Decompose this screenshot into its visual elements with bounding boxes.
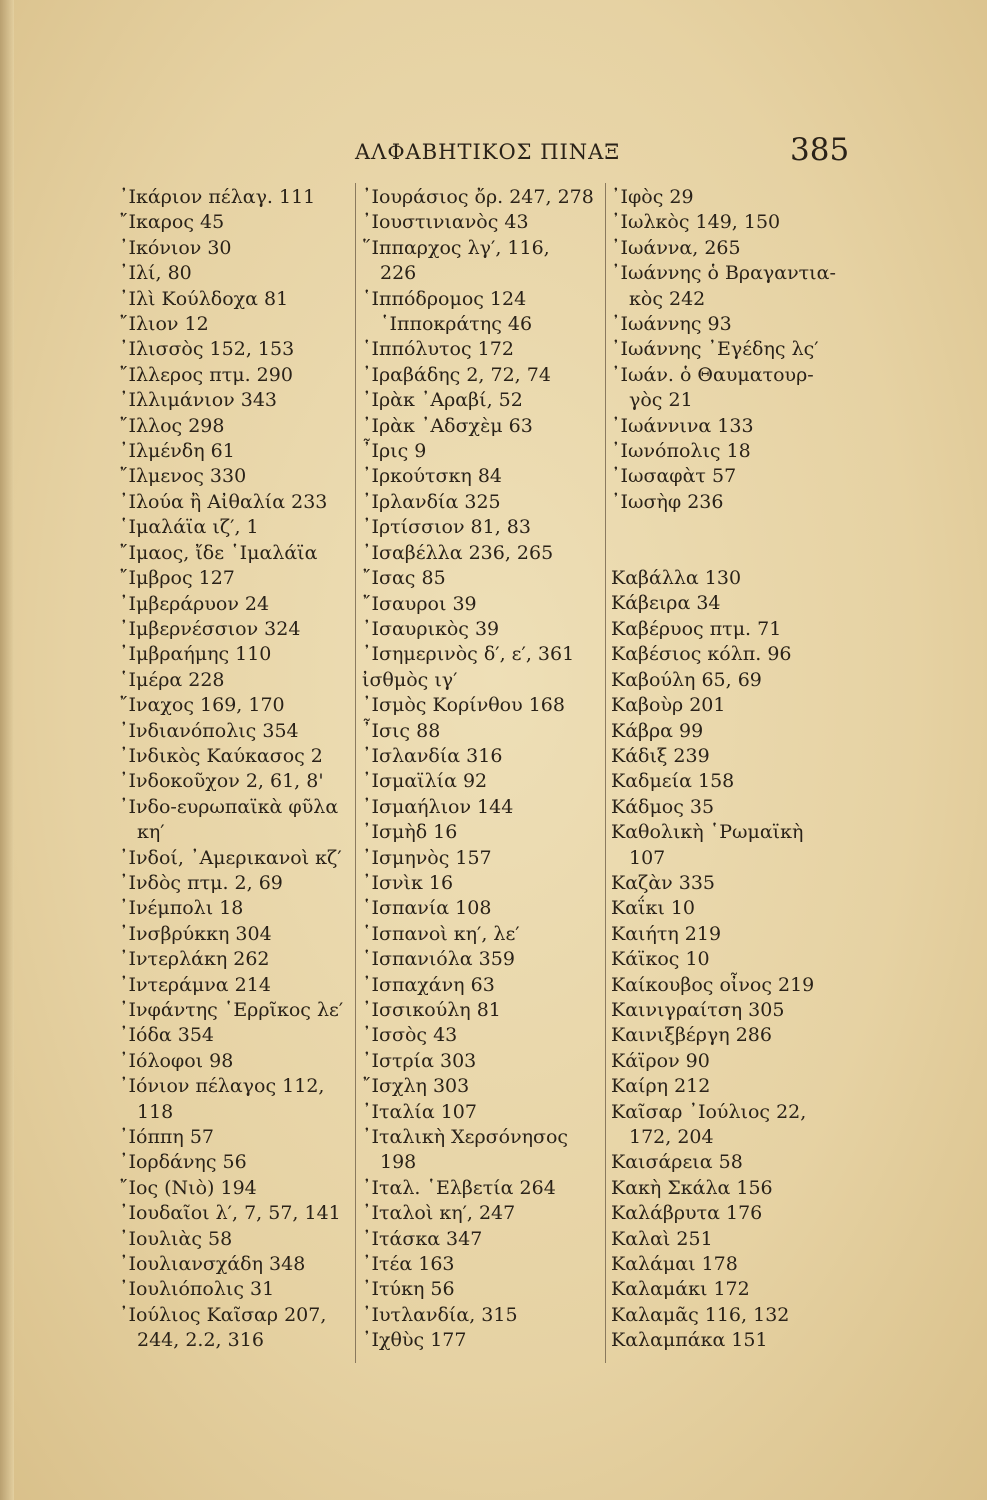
index-entry: ᾿Ιρὰκ ᾿Αραβί, 52: [362, 389, 523, 412]
index-entry: ᾿Ιωάννης 93: [611, 313, 732, 336]
index-entry: ᾿Ισμηνὸς 157: [362, 846, 492, 869]
index-entry: ᾿Ισημερινὸς δ′, ε′, 361: [362, 643, 575, 666]
index-entry: ῏Ισις 88: [362, 719, 441, 742]
section-gap: [611, 515, 843, 566]
index-entry: 244, 2.2, 316: [137, 1329, 264, 1352]
index-entry: ᾿Ινδιανόπολις 354: [119, 719, 299, 742]
index-entry: ῾Ιππόλυτος 172: [362, 338, 514, 361]
index-entry: ῾Ιππόδρομος 124: [362, 287, 527, 310]
index-entry: Κάϊκος 10: [611, 948, 710, 971]
index-entry: ᾿Ιωάν. ὁ Θαυματουρ-: [611, 363, 814, 386]
index-entry: Καβάλλα 130: [611, 567, 742, 590]
index-entry: ᾿Ικάριον πέλαγ. 111: [119, 186, 316, 208]
index-entry: Καίρη 212: [611, 1075, 711, 1098]
index-entry: ᾿Ιμβερνέσσιον 324: [119, 617, 301, 640]
index-entry: Καλαμᾶς 116, 132: [611, 1303, 790, 1326]
column-divider: [605, 183, 606, 1363]
index-entry: ᾿Ιουδαῖοι λ′, 7, 57, 141: [119, 1202, 341, 1225]
index-entry: ᾿Ισπαχάνη 63: [362, 973, 495, 996]
index-entry: Καλαὶ 251: [611, 1227, 713, 1250]
index-entry: ῾Ιμέρα 228: [119, 668, 225, 691]
index-entry: ᾿Ιωσαφὰτ 57: [611, 465, 737, 488]
index-entry: ᾿Ιωλκὸς 149, 150: [611, 211, 781, 234]
index-entry: ῎Ιμαος, ἴδε ῾Ιμαλάϊα: [119, 541, 318, 564]
index-entry: Καισάρεια 58: [611, 1151, 743, 1174]
index-entry: ῎Ιμβρος 127: [119, 567, 235, 590]
index-entry: Καλάμαι 178: [611, 1253, 738, 1276]
index-entry: ᾿Ιωνόπολις 18: [611, 440, 751, 463]
index-entry: γὸς 21: [629, 389, 693, 412]
index-entry: ᾿Ιστρία 303: [362, 1049, 477, 1072]
index-entry: ᾿Ιούλιος Καῖσαρ 207,: [119, 1303, 327, 1326]
index-entry: ᾿Ιρὰκ ᾿Αδσχὲμ 63: [362, 414, 533, 437]
page-spine-shadow: [0, 0, 14, 1500]
index-entry: ᾿Ινδὸς πτμ. 2, 69: [119, 871, 283, 894]
index-entry: ῎Ιλλος 298: [119, 414, 225, 437]
index-entry: ῎Ισχλη 303: [362, 1075, 470, 1098]
index-entry: ᾿Ισμαϊλία 92: [362, 770, 488, 793]
index-entry: Καβέσιος κόλπ. 96: [611, 643, 792, 666]
index-entry: ῎Ιλιον 12: [119, 313, 209, 336]
page-number: 385: [790, 132, 850, 168]
index-entry: ᾿Ινδο-ευρωπαϊκὰ φῦλα: [119, 795, 339, 818]
index-entry: ῎Ιναχος 169, 170: [119, 694, 285, 717]
index-column-3: [611, 185, 843, 1354]
index-entry: ᾿Ιουλιόπολις 31: [119, 1278, 275, 1301]
index-entry: ῎Ισας 85: [362, 567, 446, 590]
index-entry: ᾿Ιορδάνης 56: [119, 1151, 247, 1174]
index-entry: ᾿Ισαυρικὸς 39: [362, 617, 500, 640]
index-entry: ᾿Ιχθὺς 177: [362, 1329, 467, 1352]
index-entry: ᾿Ισσικούλη 81: [362, 999, 501, 1021]
index-entry: Κάδιξ 239: [611, 744, 710, 767]
index-entry: ᾿Ινδικὸς Καύκασος 2: [119, 744, 323, 767]
index-entry: ᾿Ιφὸς 29: [611, 186, 694, 208]
index-entry: ᾿Ιλούα ἢ Αἰθαλία 233: [119, 490, 328, 513]
index-entry: ᾿Ιωσὴφ 236: [611, 490, 724, 513]
index-entry: ᾿Ικόνιον 30: [119, 236, 232, 259]
index-entry: 198: [380, 1151, 417, 1174]
index-entry: ᾿Ιόνιον πέλαγος 112,: [119, 1075, 325, 1098]
index-entry: ᾿Ιουράσιος ὄρ. 247, 278: [362, 186, 594, 208]
index-entry: ᾿Ιταλία 107: [362, 1100, 477, 1123]
index-entry: ᾿Ιντεράμνα 214: [119, 973, 271, 996]
index-entry: ᾿Ισμαήλιον 144: [362, 795, 514, 818]
index-entry: ᾿Ινσβρύκκη 304: [119, 922, 272, 945]
index-entry: ᾿Ιλὶ Κούλδοχα 81: [119, 287, 289, 310]
index-entry: Καίκουβος οἶνος 219: [611, 973, 815, 996]
index-entry: ᾿Ινδοκοῦχον 2, 61, 8': [119, 770, 324, 793]
index-entry: ᾿Ιόππη 57: [119, 1126, 215, 1149]
index-entry: ᾿Ισσὸς 43: [362, 1024, 458, 1047]
index-entry: ᾿Ιταλοὶ κη′, 247: [362, 1202, 516, 1225]
index-entry: ῎Ιλμενος 330: [119, 465, 247, 488]
index-entry: ᾿Ιρλανδία 325: [362, 490, 501, 513]
index-entry: ᾿Ιντερλάκη 262: [119, 948, 270, 971]
index-entry: Καβούλη 65, 69: [611, 668, 762, 691]
index-entry: Καῖσαρ ᾿Ιούλιος 22,: [611, 1100, 807, 1123]
index-entry: ᾿Ιρκούτσκη 84: [362, 465, 502, 488]
index-entry: ᾿Ινφάντης ῾Ερρῖκος λε′: [119, 999, 344, 1021]
index-entry: Καλαμάκι 172: [611, 1278, 750, 1301]
index-column-1: [119, 185, 351, 1354]
page-title: ΑΛΦΑΒΗΤΙΚΟΣ ΠΙΝΑΞ: [355, 140, 621, 164]
index-entry: ᾿Ιωάννα, 265: [611, 236, 741, 259]
index-entry: ᾿Ισμὴδ 16: [362, 821, 458, 844]
index-entry: ᾿Ιμβεράρυον 24: [119, 592, 270, 615]
index-entry: ᾿Ιλί, 80: [119, 262, 192, 285]
index-entry: ῎Ιλλερος πτμ. 290: [119, 363, 293, 386]
index-entry: ᾿Ιωάννης ᾿Εγέδης λς′: [611, 338, 819, 361]
index-entry: ῾Ισπανοὶ κη′, λε′: [362, 922, 520, 945]
index-entry: Καδμεία 158: [611, 770, 735, 793]
index-entry: Καινιξβέργη 286: [611, 1024, 772, 1047]
index-entry: ᾿Ιυτλανδία, 315: [362, 1303, 518, 1326]
index-entry: ῾Ιμαλάϊα ιζ′, 1: [119, 516, 259, 539]
index-entry: ᾿Ιουστινιανὸς 43: [362, 211, 529, 234]
index-entry: ᾿Ινέμπολι 18: [119, 897, 244, 920]
index-entry: κη′: [137, 821, 165, 844]
index-entry: ᾿Ιλισσὸς 152, 153: [119, 338, 295, 361]
index-entry: Καιήτη 219: [611, 922, 722, 945]
index-entry: ᾿Ιταλικὴ Χερσόνησος: [362, 1126, 569, 1149]
index-entry: ῾Ιπποκράτης 46: [380, 313, 533, 336]
index-entry: Καλαμπάκα 151: [611, 1329, 768, 1352]
index-entry: ᾿Ιλμένδη 61: [119, 440, 235, 463]
index-entry: ᾿Ιταλ. ῾Ελβετία 264: [362, 1176, 556, 1199]
index-entry: Καΐκι 10: [611, 897, 696, 920]
index-entry: ἰσθμὸς ιγ′: [362, 668, 458, 691]
index-entry: ᾿Ισαβέλλα 236, 265: [362, 541, 554, 564]
index-entry: 172, 204: [629, 1126, 714, 1149]
index-entry: 107: [629, 846, 666, 869]
index-entry: ᾿Ινδοί, ᾿Αμερικανοὶ κζ′: [119, 846, 342, 869]
index-entry: ῏Ιρις 9: [362, 440, 427, 463]
index-entry: ᾿Ιτέα 163: [362, 1253, 455, 1276]
index-entry: 226: [380, 262, 417, 285]
index-entry: Καβέρυος πτμ. 71: [611, 617, 782, 640]
index-entry: ᾿Ιραβάδης 2, 72, 74: [362, 363, 551, 386]
index-entry: ᾿Ιλλιμάνιον 343: [119, 389, 278, 412]
index-entry: ᾿Ιόδα 354: [119, 1024, 215, 1047]
index-entry: ῎Ιος (Νιὸ) 194: [119, 1176, 257, 1199]
index-entry: Καθολικὴ ῾Ρωμαϊκὴ: [611, 821, 804, 844]
index-entry: ῾Ισπανία 108: [362, 897, 492, 920]
index-entry: ᾿Ιουλιανσχάδη 348: [119, 1253, 306, 1276]
index-entry: κὸς 242: [629, 287, 706, 310]
index-entry: Καβοὺρ 201: [611, 694, 726, 717]
index-entry: Κάδμος 35: [611, 795, 715, 818]
column-divider: [355, 183, 356, 1363]
index-entry: Κάβειρα 34: [611, 592, 721, 615]
index-entry: Καινιγραίτση 305: [611, 998, 785, 1021]
index-column-2: [362, 185, 602, 1354]
index-entry: ᾿Ισμὸς Κορίνθου 168: [362, 694, 565, 717]
index-entry: 118: [137, 1100, 174, 1123]
index-entry: ᾿Ιουλιὰς 58: [119, 1227, 233, 1250]
index-entry: ᾿Ιόλοφοι 98: [119, 1049, 234, 1072]
index-entry: Κάϊρον 90: [611, 1049, 710, 1072]
index-entry: ῎Ικαρος 45: [119, 211, 225, 234]
index-entry: ῎Ισαυροι 39: [362, 592, 477, 615]
index-entry: ᾿Ιωάννης ὁ Βραγαντια-: [611, 262, 836, 285]
index-entry: ᾿Ισλανδία 316: [362, 744, 503, 767]
index-entry: ῾Ισπανιόλα 359: [362, 948, 515, 971]
index-entry: ᾿Ιωάννινα 133: [611, 414, 754, 437]
page-header: [0, 132, 987, 178]
index-entry: Καλάβρυτα 176: [611, 1202, 763, 1225]
index-entry: Κάβρα 99: [611, 719, 704, 742]
index-entry: ῞Ιππαρχος λγ′, 116,: [362, 236, 550, 259]
index-entry: ᾿Ιτάσκα 347: [362, 1227, 483, 1250]
index-entry: ᾿Ιμβραήμης 110: [119, 643, 272, 666]
index-entry: Καζὰν 335: [611, 871, 716, 894]
index-entry: Κακὴ Σκάλα 156: [611, 1176, 773, 1199]
index-entry: ᾿Ιτύκη 56: [362, 1278, 455, 1301]
index-entry: ᾿Ιρτίσσιον 81, 83: [362, 516, 531, 539]
index-entry: ᾿Ισνὶκ 16: [362, 871, 454, 894]
